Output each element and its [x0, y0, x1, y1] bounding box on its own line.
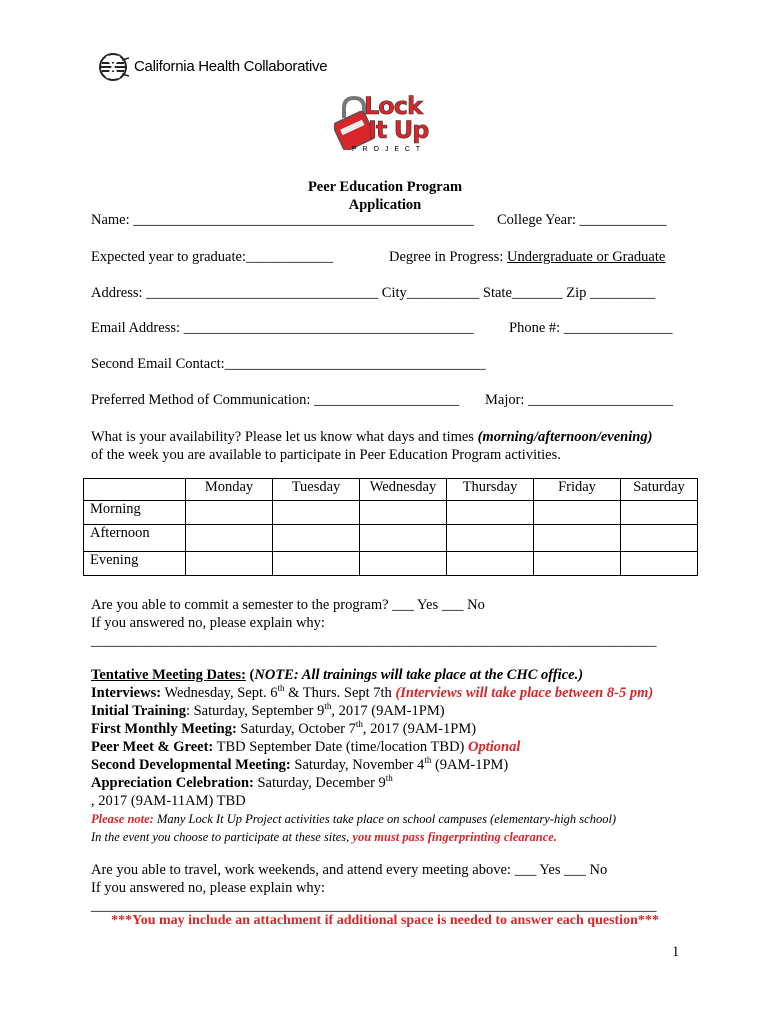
form-title-line2: Application	[348, 197, 422, 213]
attachment-note: ***You may include an attachment if additional space is needed to answer each question***	[111, 913, 659, 928]
appreciation-celebration-cont: , 2017 (9AM-11AM) TBD	[91, 793, 246, 809]
time-afternoon: Afternoon	[84, 525, 186, 552]
cell-morning-saturday[interactable]	[621, 501, 698, 525]
day-monday: Monday	[186, 479, 273, 501]
fingerprinting-line: In the event you choose to participate at these sites, you must pass fingerprinting clearance.	[91, 830, 557, 844]
meeting-dates-label: Tentative Meeting Dates:	[91, 667, 246, 683]
time-morning: Morning	[84, 501, 186, 525]
availability-times: (morning/afternoon/evening)	[477, 429, 653, 445]
commit-section	[91, 596, 657, 650]
day-saturday: Saturday	[621, 479, 698, 501]
time-evening: Evening	[84, 552, 186, 576]
travel-question[interactable]: Are you able to travel, work weekends, and attend every meeting above: ___ Yes ___ No	[91, 862, 608, 878]
cell-evening-friday[interactable]	[534, 552, 621, 576]
cell-morning-thursday[interactable]	[447, 501, 534, 525]
please-note-line: Please note: Many Lock It Up Project activities take place on school campuses (elementary-high school)	[91, 812, 617, 826]
availability-question-text: What is your availability? Please let us know what days and times	[91, 429, 478, 445]
day-wednesday: Wednesday	[360, 479, 447, 501]
cell-evening-tuesday[interactable]	[273, 552, 360, 576]
availability-row-morning	[84, 501, 698, 525]
please-note-label: Please note:	[91, 812, 154, 826]
email-field[interactable]: Email Address: ________________________________________	[91, 320, 474, 336]
second-developmental-meeting-line: Second Developmental Meeting: Saturday, November 4th (9AM-1PM)	[91, 755, 509, 773]
interviews-line: Interviews: Wednesday, Sept. 6th & Thurs. Sept 7th (Interviews will take place between 8-5 pm)	[91, 683, 654, 701]
interviews-time-note: (Interviews will take place between 8-5 pm)	[395, 685, 654, 701]
cell-evening-saturday[interactable]	[621, 552, 698, 576]
fingerprinting-note: you must pass fingerprinting clearance.	[352, 830, 557, 844]
cell-morning-wednesday[interactable]	[360, 501, 447, 525]
commit-explain-label: If you answered no, please explain why:	[91, 615, 325, 631]
page-number: 1	[672, 944, 680, 960]
cell-evening-thursday[interactable]	[447, 552, 534, 576]
optional-badge: Optional	[468, 739, 521, 755]
availability-row-afternoon	[84, 525, 698, 552]
day-tuesday: Tuesday	[273, 479, 360, 501]
cell-morning-friday[interactable]	[534, 501, 621, 525]
second-email-field[interactable]: Second Email Contact:____________________________________	[91, 356, 486, 372]
table-corner-cell	[84, 479, 186, 501]
meeting-dates-note: NOTE: All trainings will take place at the CHC office.)	[254, 667, 584, 683]
lock-it-up-line2: It Up	[368, 116, 429, 144]
travel-explain-label: If you answered no, please explain why:	[91, 880, 325, 896]
day-friday: Friday	[534, 479, 621, 501]
chc-org-name: California Health Collaborative	[134, 58, 328, 75]
lock-it-up-logo	[334, 92, 440, 156]
initial-training-line: Initial Training: Saturday, September 9th, 2017 (9AM-1PM)	[91, 701, 445, 719]
cell-afternoon-wednesday[interactable]	[360, 525, 447, 552]
cell-evening-monday[interactable]	[186, 552, 273, 576]
cell-afternoon-saturday[interactable]	[621, 525, 698, 552]
commit-question[interactable]: Are you able to commit a semester to the program? ___ Yes ___ No	[91, 597, 485, 613]
degree-options[interactable]: Undergraduate or Graduate	[506, 249, 666, 265]
commit-answer-line[interactable]: ______________________________________________________________________________	[91, 633, 657, 649]
cell-evening-wednesday[interactable]	[360, 552, 447, 576]
form-title-line1: Peer Education Program	[307, 179, 463, 195]
appreciation-celebration-line: Appreciation Celebration: Saturday, December 9th	[91, 773, 393, 791]
availability-row-evening	[84, 552, 698, 576]
meeting-dates-section	[91, 666, 653, 846]
address-field[interactable]: Address: ________________________________ City__________ State_______ Zip _________	[91, 285, 656, 301]
cell-morning-monday[interactable]	[186, 501, 273, 525]
day-thursday: Thursday	[447, 479, 534, 501]
lock-it-up-subtitle: P R O J E C T	[352, 146, 423, 153]
travel-answer-line[interactable]: ______________________________________________________________________________	[91, 898, 657, 914]
degree-label: Degree in Progress:	[389, 249, 507, 265]
cell-afternoon-thursday[interactable]	[447, 525, 534, 552]
form-title	[0, 178, 770, 214]
first-monthly-meeting-line: First Monthly Meeting: Saturday, October 7th, 2017 (9AM-1PM)	[91, 719, 477, 737]
cell-afternoon-friday[interactable]	[534, 525, 621, 552]
preferred-method-field[interactable]: Preferred Method of Communication: ____________________	[91, 392, 460, 408]
college-year-field[interactable]: College Year: ____________	[497, 212, 667, 228]
peer-meet-greet-line: Peer Meet & Greet: TBD September Date (time/location TBD) Optional	[91, 739, 521, 755]
travel-section	[91, 861, 657, 915]
availability-header-row	[84, 479, 698, 501]
availability-question-line2: of the week you are available to participate in Peer Education Program activities.	[91, 447, 561, 463]
phone-field[interactable]: Phone #: _______________	[509, 320, 673, 336]
cell-morning-tuesday[interactable]	[273, 501, 360, 525]
availability-question	[91, 428, 652, 464]
cell-afternoon-monday[interactable]	[186, 525, 273, 552]
degree-field[interactable]	[389, 249, 665, 266]
cell-afternoon-tuesday[interactable]	[273, 525, 360, 552]
chc-globe-icon	[98, 52, 130, 82]
meeting-dates-header: Tentative Meeting Dates: (NOTE: All trainings will take place at the CHC office.)	[91, 667, 584, 683]
major-field[interactable]: Major: ____________________	[485, 392, 674, 408]
expected-graduation-field[interactable]: Expected year to graduate:____________	[91, 249, 333, 265]
lock-it-up-line1: Lock	[364, 92, 422, 120]
availability-table	[83, 478, 698, 576]
name-field[interactable]: Name: _______________________________________________	[91, 212, 475, 228]
